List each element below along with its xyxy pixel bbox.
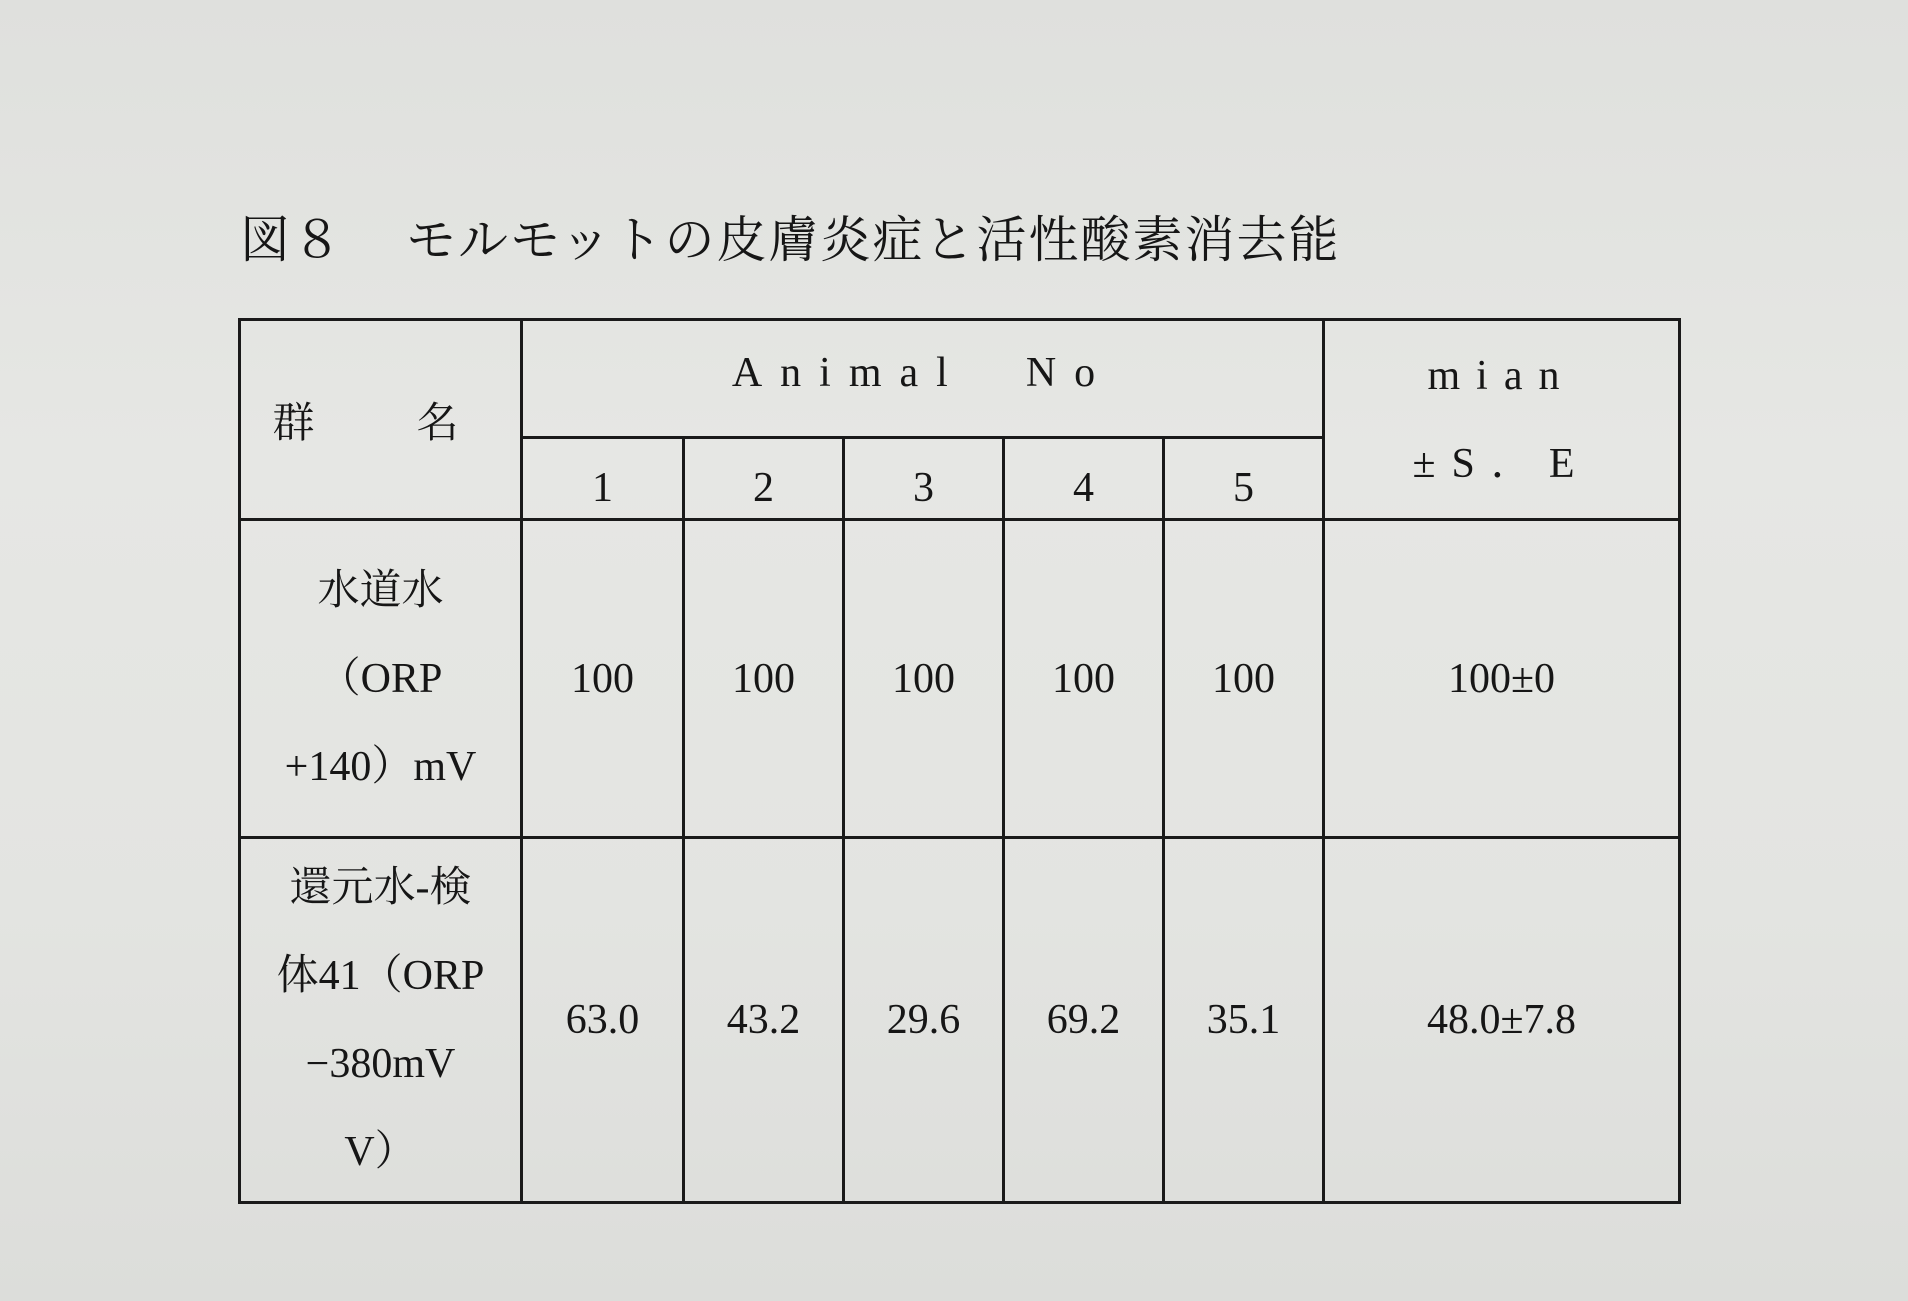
group-name-header: 群 名 [240, 320, 522, 520]
animal-number-4: 4 [1004, 438, 1164, 520]
animal-number-3: 3 [844, 438, 1004, 520]
row-label-line: 体41（ORP [276, 953, 485, 999]
data-table [238, 318, 1681, 1204]
value-cell: 100 [684, 520, 844, 838]
animal-number-5: 5 [1164, 438, 1324, 520]
animal-no-header: Animal No [522, 320, 1324, 438]
mean-header-line1: mian [1427, 352, 1576, 399]
value-cell: 29.6 [844, 838, 1004, 1203]
figure-caption: モルモットの皮膚炎症と活性酸素消去能 [406, 212, 1341, 268]
value-cell: 69.2 [1004, 838, 1164, 1203]
mean-cell: 100±0 [1324, 520, 1680, 838]
header-row-top [240, 320, 1680, 438]
value-cell: 100 [1164, 520, 1324, 838]
animal-number-2: 2 [684, 438, 844, 520]
value-cell: 100 [844, 520, 1004, 838]
value-cell: 100 [1004, 520, 1164, 838]
figure-title [240, 200, 1341, 272]
mean-header-line2: ±S．E [1412, 440, 1591, 487]
table-row [240, 520, 1680, 838]
animal-number-1: 1 [522, 438, 684, 520]
value-cell: 100 [522, 520, 684, 838]
table-row [240, 838, 1680, 1203]
value-cell: 63.0 [522, 838, 684, 1203]
mean-se-header [1324, 320, 1680, 520]
row-label-line: −380mV [305, 1041, 456, 1087]
row-label-line: +140）mV [284, 743, 477, 790]
figure-number: 図８ [240, 212, 344, 268]
row-label-tap-water [240, 520, 522, 838]
row-label-line: V） [344, 1129, 417, 1175]
mean-cell: 48.0±7.8 [1324, 838, 1680, 1203]
value-cell: 43.2 [684, 838, 844, 1203]
row-label-line: 水道水 [317, 567, 444, 614]
row-label-line: （ORP [318, 655, 443, 702]
row-label-line: 還元水-検 [289, 865, 472, 911]
row-label-reduced-water [240, 838, 522, 1203]
value-cell: 35.1 [1164, 838, 1324, 1203]
